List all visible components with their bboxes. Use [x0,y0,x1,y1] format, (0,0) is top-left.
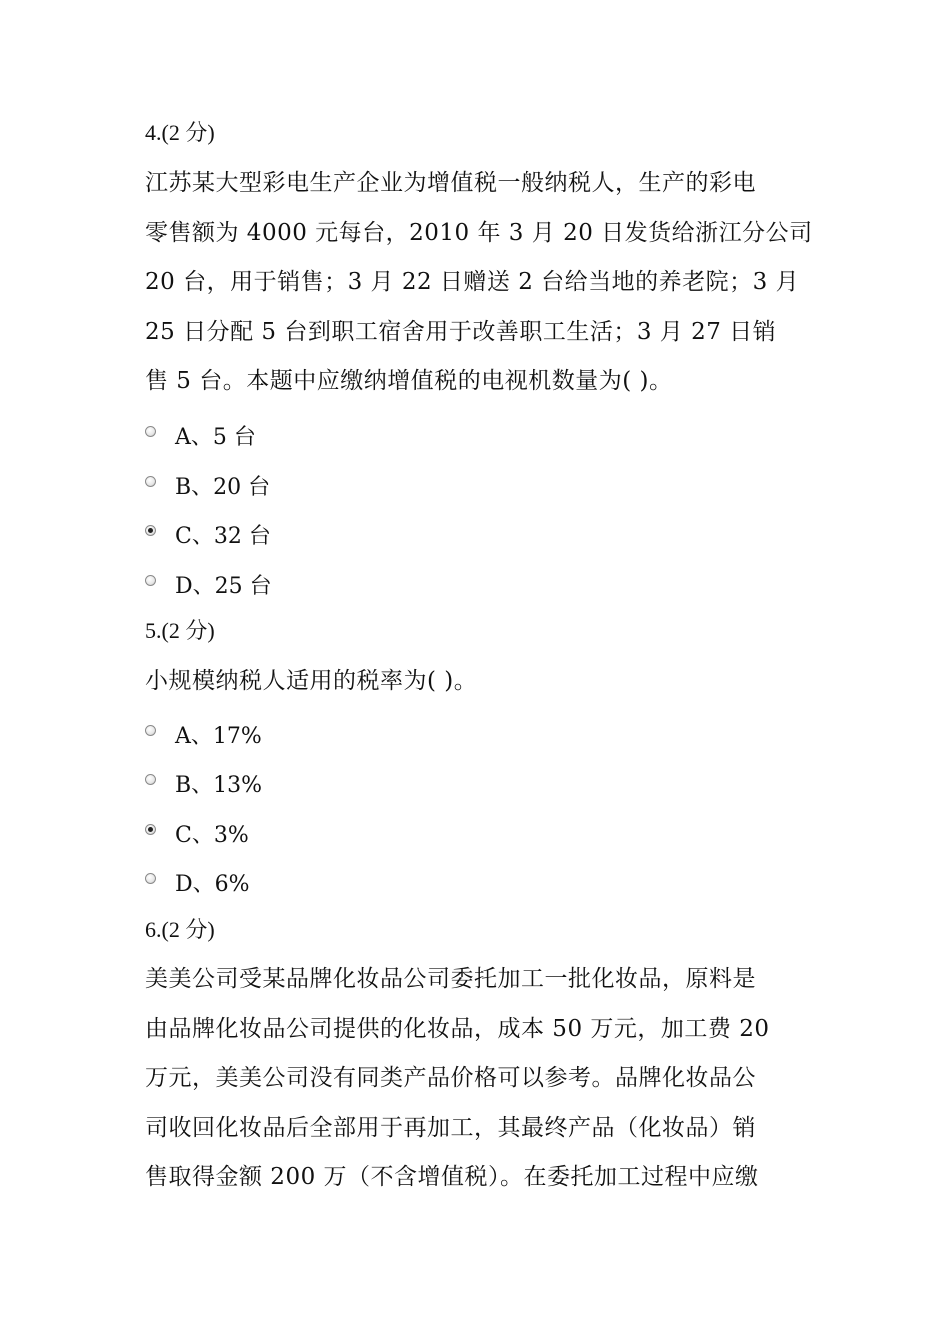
question-4-header: 4.(2 分) [145,120,215,145]
q4-option-b[interactable] [145,470,270,500]
radio-button-icon[interactable] [145,725,156,736]
question-6-line: 万元，美美公司没有同类产品价格可以参考。品牌化妆品公 [145,1065,756,1091]
radio-button-icon[interactable] [145,575,156,586]
q5-option-b[interactable] [145,768,262,798]
option-label: A、17% [175,723,262,749]
question-4-line: 江苏某大型彩电生产企业为增值税一般纳税人，生产的彩电 [145,170,756,196]
question-6-line: 司收回化妆品后全部用于再加工，其最终产品（化妆品）销 [145,1114,756,1141]
option-label: D、25 台 [175,573,272,599]
option-label: C、32 台 [175,523,271,549]
question-5-text [145,657,825,707]
question-6-line: 售取得金额 200 万（不含增值税）。在委托加工过程中应缴 [145,1164,759,1190]
q4-option-c[interactable] [145,519,271,549]
radio-button-icon[interactable] [145,873,156,884]
question-5-line: 小规模纳税人适用的税率为( )。 [145,668,478,694]
question-4-line: 25 日分配 5 台到职工宿舍用于改善职工生活；3 月 27 日销 [145,318,777,345]
question-6-line: 由品牌化妆品公司提供的化妆品，成本 50 万元，加工费 20 [145,1015,770,1042]
radio-button-icon[interactable] [145,426,156,437]
option-label: A、5 台 [175,424,256,450]
q5-option-a[interactable] [145,719,262,749]
q4-option-d[interactable] [145,569,272,599]
question-6-line: 美美公司受某品牌化妆品公司委托加工一批化妆品，原料是 [145,966,756,992]
question-5-header: 5.(2 分) [145,618,215,643]
radio-button-selected-icon[interactable] [145,824,156,835]
option-label: D、6% [175,871,250,897]
question-4-line: 售 5 台。本题中应缴纳增值税的电视机数量为( )。 [145,368,673,394]
q5-option-c[interactable] [145,818,249,848]
radio-button-icon[interactable] [145,774,156,785]
q5-option-d[interactable] [145,867,250,897]
radio-button-icon[interactable] [145,476,156,487]
q4-option-a[interactable] [145,420,256,450]
radio-button-selected-icon[interactable] [145,525,156,536]
question-6-header: 6.(2 分) [145,917,215,942]
question-4-line: 20 台，用于销售；3 月 22 日赠送 2 台给当地的养老院；3 月 [145,269,800,295]
option-label: B、13% [175,772,263,798]
question-4-line: 零售额为 4000 元每台，2010 年 3 月 20 日发货给浙江分公司 [145,219,813,246]
question-6-text [145,955,825,1203]
question-4-text [145,159,825,407]
option-label: C、3% [175,822,249,848]
option-label: B、20 台 [175,474,271,500]
